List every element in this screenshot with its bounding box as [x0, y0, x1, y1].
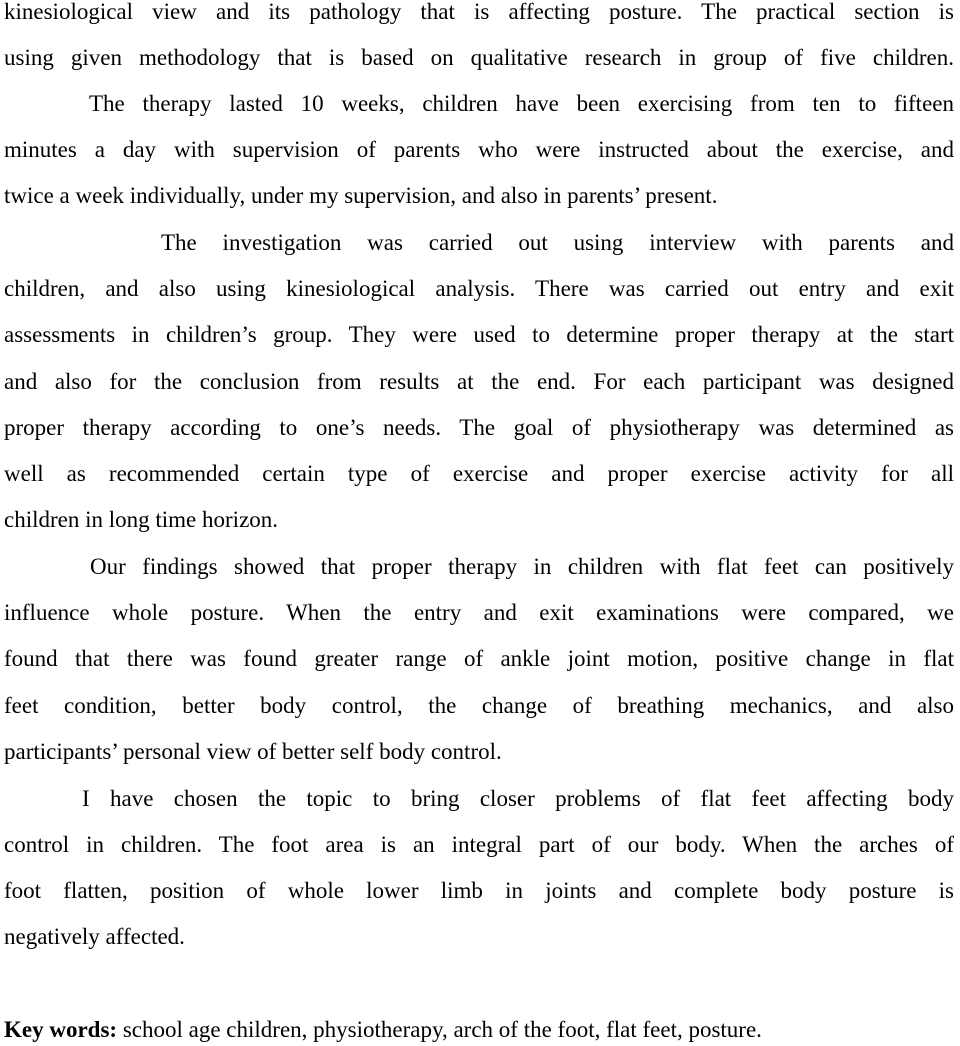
text-line: proper therapy according to one’s needs. The goal of physiotherapy was determined as	[4, 415, 954, 440]
text-line: children in long time horizon.	[4, 507, 279, 532]
text-line: control in children. The foot area is an integral part of our body. When the arches of	[4, 832, 954, 857]
text-line: minutes a day with supervision of parents who were instructed about the exercise, and	[4, 137, 954, 162]
text-line: children, and also using kinesiological analysis. There was carried out entry and exit	[4, 276, 954, 301]
paragraph-start-line: Our findings showed that proper therapy in children with flat feet can positively	[90, 554, 954, 579]
text-line: foot flatten, position of whole lower limb in joints and complete body posture is	[4, 878, 954, 903]
text-line: influence whole posture. When the entry and exit examinations were compared, we	[4, 600, 954, 625]
keywords-label: Key words:	[4, 1017, 118, 1042]
keywords-text: school age children, physiotherapy, arch of the foot, flat feet, posture.	[117, 1017, 762, 1042]
paragraph-start-line: I have chosen the topic to bring closer problems of flat feet affecting body	[82, 786, 954, 811]
text-line: feet condition, better body control, the change of breathing mechanics, and also	[4, 693, 954, 718]
text-line: using given methodology that is based on qualitative research in group of five children.	[4, 45, 954, 70]
text-line: found that there was found greater range of ankle joint motion, positive change in flat	[4, 646, 954, 671]
paragraph-start-line: The therapy lasted 10 weeks, children have been exercising from ten to fifteen	[89, 91, 954, 116]
text-line: kinesiological view and its pathology that is affecting posture. The practical section is	[4, 0, 954, 24]
text-line: assessments in children’s group. They were used to determine proper therapy at the start	[4, 322, 954, 347]
keywords-line	[4, 1015, 954, 1045]
text-line: well as recommended certain type of exercise and proper exercise activity for all	[4, 461, 954, 486]
text-line: twice a week individually, under my supervision, and also in parents’ present.	[4, 183, 718, 208]
text-line: and also for the conclusion from results at the end. For each participant was designed	[4, 369, 954, 394]
text-line: negatively affected.	[4, 924, 185, 949]
paragraph-start-line: The investigation was carried out using interview with parents and	[161, 230, 954, 255]
text-line: participants’ personal view of better self body control.	[4, 739, 502, 764]
